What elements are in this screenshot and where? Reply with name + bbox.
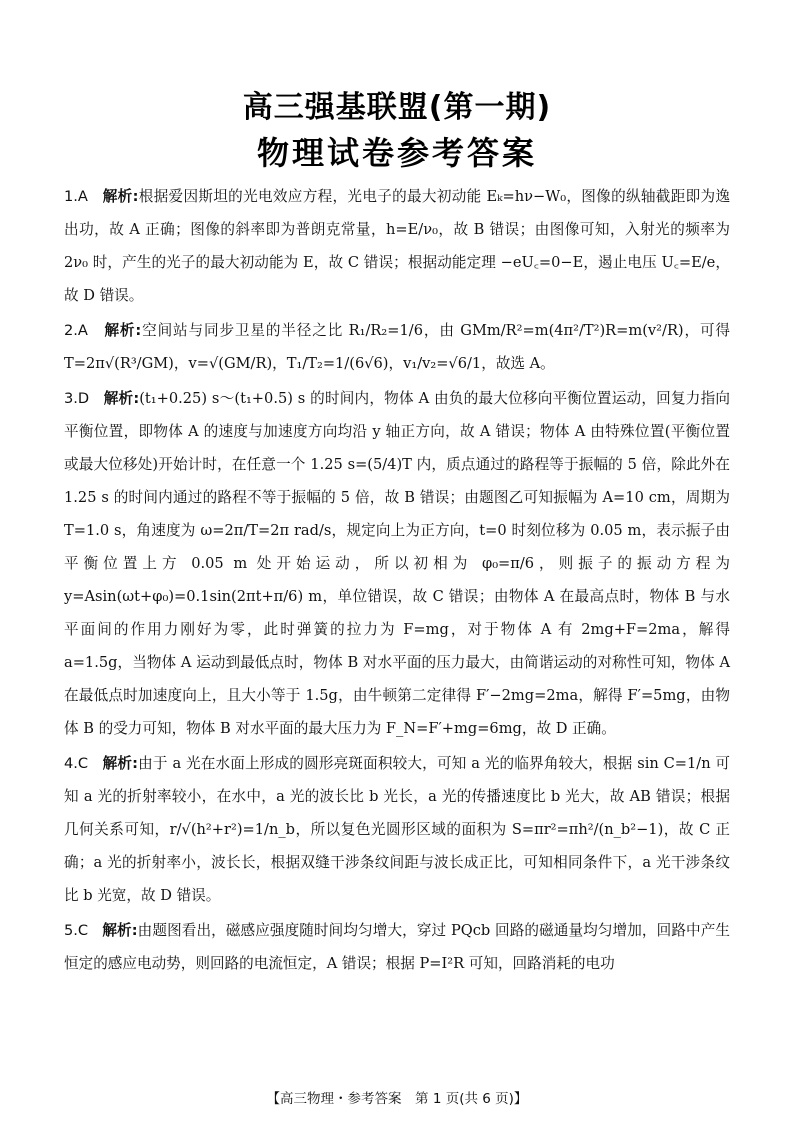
page-title-line2: 物理试卷参考答案 (256, 134, 537, 172)
answer-number: 1.A (64, 188, 88, 205)
answer-number: 3.D (64, 390, 90, 407)
answer-item-4 (64, 747, 730, 912)
analysis-label: 解析: (104, 322, 142, 339)
answer-number: 2.A (64, 322, 88, 339)
analysis-label: 解析: (103, 390, 140, 407)
answer-text: 由于 a 光在水面上形成的圆形亮斑面积较大，可知 a 光的临界角较大，根据 sin C=1/n 可知 a 光的折射率较小，在水中，a 光的波长比 b 光长，a 光的传播速度比 b 光大，故 AB 错误；根据几何关系可知，r/√(h²+r²)=1/n_b，所以复色光圆形区域的面积为 S=πr²=πh²/(n_b²−1)，故 C 正确；a 光的折射率小，波长长，根据双缝干涉条纹间距与波长成正比，可知相同条件下，a 光干涉条纹比 b 光宽，故 D 错误。 (64, 755, 730, 904)
analysis-label: 解析: (102, 188, 139, 205)
answer-item-1 (64, 180, 730, 312)
answer-item-2 (64, 314, 730, 380)
answer-item-5 (64, 914, 730, 980)
answer-number: 4.C (64, 755, 89, 772)
answer-text: (t₁+0.25) s～(t₁+0.5) s 的时间内，物体 A 由负的最大位移向平衡位置运动，回复力指向平衡位置，即物体 A 的速度与加速度方向均沿 y 轴正方向，故 A 错误；物体 A 由特殊位置(平衡位置或最大位移处)开始计时，在任意一个 1.25 s=(5/4)T 内，质点通过的路程等于振幅的 5 倍，除此外在 1.25 s 的时间内通过的路程不等于振幅的 5 倍，故 B 错误；由题图乙可知振幅为 A=10 cm，周期为 T=1.0 s，角速度为 ω=2π/T=2π rad/s，规定向上为正方向，t=0 时刻位移为 0.05 m，表示振子由平衡位置上方 0.05 m 处开始运动，所以初相为 φ₀=π/6，则振子的振动方程为 y=Asin(ωt+φ₀)=0.1sin(2πt+π/6) m，单位错误，故 C 错误；由物体 A 在最高点时，物体 B 与水平面间的作用力刚好为零，此时弹簧的拉力为 F=mg，对于物体 A 有 2mg+F=2ma，解得 a=1.5g，当物体 A 运动到最低点时，物体 B 对水平面的压力最大，由简谐运动的对称性可知，物体 A 在最低点时加速度向上，且大小等于 1.5g，由牛顿第二定律得 F′−2mg=2ma，解得 F′=5mg，由物体 B 的受力可知，物体 B 对水平面的最大压力为 F_N=F′+mg=6mg，故 D 正确。 (64, 390, 731, 737)
answers-body (64, 180, 730, 982)
answer-number: 5.C (64, 922, 89, 939)
answer-text: 根据爱因斯坦的光电效应方程，光电子的最大初动能 Eₖ=hν−W₀，图像的纵轴截距即为逸出功，故 A 正确；图像的斜率即为普朗克常量，h=E/ν₀，故 B 错误；由图像可知，入射光的频率为 2ν₀ 时，产生的光子的最大初动能为 E，故 C 错误；根据动能定理 −eU꜀=0−E，遏止电压 U꜀=E/e，故 D 错误。 (64, 188, 731, 304)
analysis-label: 解析: (102, 755, 138, 772)
answer-item-3 (64, 382, 730, 745)
page-footer: 【高三物理・参考答案 第 1 页(共 6 页)】 (266, 1091, 528, 1107)
answer-text: 由题图看出，磁感应强度随时间均匀增大，穿过 PQcb 回路的磁通量均匀增加，回路中产生恒定的感应电动势，则回路的电流恒定，A 错误；根据 P=I²R 可知，回路消耗的电功 (64, 922, 730, 972)
answer-text: 空间站与同步卫星的半径之比 R₁/R₂=1/6，由 GMm/R²=m(4π²/T²)R=m(v²/R)，可得 T=2π√(R³/GM)，v=√(GM/R)，T₁/T₂=1/(6√6)，v₁/v₂=√6/1，故选 A。 (64, 322, 731, 372)
page-title-line1: 高三强基联盟(第一期) (242, 90, 552, 125)
analysis-label: 解析: (102, 922, 138, 939)
